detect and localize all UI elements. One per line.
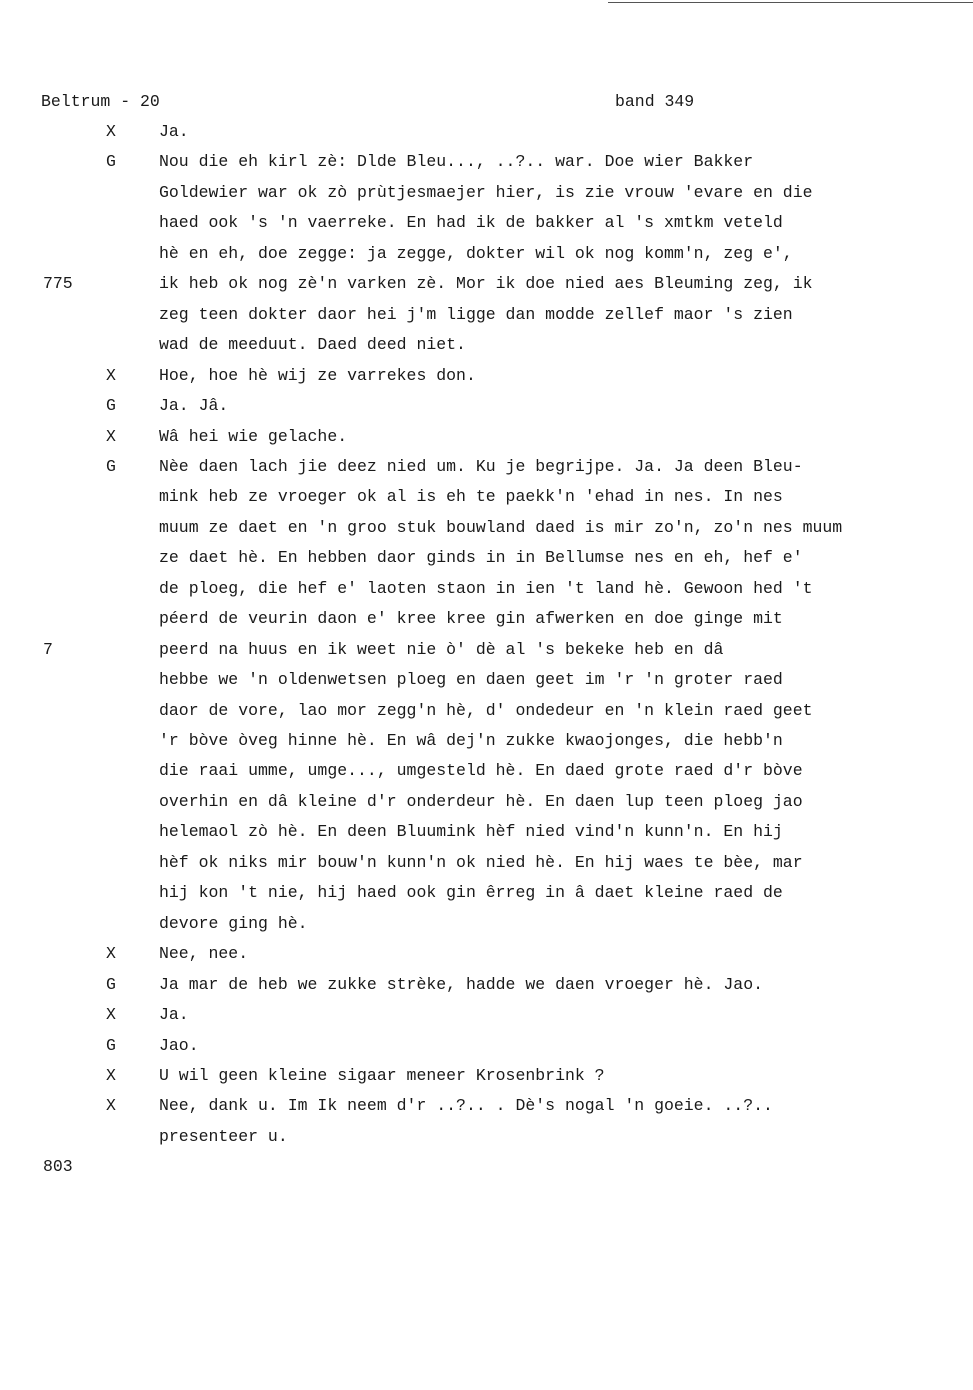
utterance-text: Nee, dank u. Im Ik neem d'r ..?.. . Dè's nogal 'n goeie. ..?.. xyxy=(159,1096,773,1116)
utterance-text: ik heb ok nog zè'n varken zè. Mor ik doe nied aes Bleuming zeg, ik xyxy=(159,274,813,294)
transcript-line xyxy=(0,792,973,823)
transcript-line xyxy=(0,701,973,732)
transcript-line xyxy=(0,731,973,762)
utterance-text: Ja mar de heb we zukke strèke, hadde we daen vroeger hè. Jao. xyxy=(159,974,763,994)
transcript-line xyxy=(0,244,973,275)
transcript-line xyxy=(0,822,973,853)
transcript-line xyxy=(0,213,973,244)
transcript-line xyxy=(0,152,973,183)
speaker-label: G xyxy=(106,1035,116,1055)
utterance-text: Nee, nee. xyxy=(159,944,249,964)
speaker-label: G xyxy=(106,974,116,994)
transcript-line xyxy=(0,548,973,579)
utterance-text: Ja. Jâ. xyxy=(159,396,229,416)
transcript-line xyxy=(0,1066,973,1097)
utterance-text: hij kon 't nie, hij haed ook gin êrreg in â daet kleine raed de xyxy=(159,883,783,903)
top-rule xyxy=(608,2,973,3)
speaker-label: X xyxy=(106,1005,116,1025)
transcript-line xyxy=(0,274,973,305)
utterance-text: Wâ hei wie gelache. xyxy=(159,426,348,446)
speaker-label: G xyxy=(106,456,116,476)
transcript-line xyxy=(0,579,973,610)
speaker-label: X xyxy=(106,122,116,141)
transcript-line xyxy=(0,1127,973,1158)
utterance-text: hèf ok niks mir bouw'n kunn'n ok nied hè. En hij waes te bèe, mar xyxy=(159,852,803,872)
utterance-text: mink heb ze vroeger ok al is eh te paekk'n 'ehad in nes. In nes xyxy=(159,487,783,507)
transcript-line xyxy=(0,1096,973,1127)
utterance-text: de ploeg, die hef e' laoten staon in ien 't land hè. Gewoon hed 't xyxy=(159,578,813,598)
transcript-line xyxy=(0,1005,973,1036)
utterance-text: Ja. xyxy=(159,122,189,141)
transcript-line xyxy=(0,396,973,427)
utterance-text: wad de meeduut. Daed deed niet. xyxy=(159,335,466,355)
utterance-text: helemaol zò hè. En deen Bluumink hèf nied vind'n kunn'n. En hij xyxy=(159,822,783,842)
transcript-line xyxy=(0,518,973,549)
transcript-line xyxy=(0,457,973,488)
speaker-label: X xyxy=(106,1096,116,1116)
utterance-text: péerd de veurin daon e' kree kree gin afwerken en doe ginge mit xyxy=(159,609,783,629)
utterance-text: devore ging hè. xyxy=(159,913,308,933)
utterance-text: Goldewier war ok zò prùtjesmaejer hier, is zie vrouw 'evare en die xyxy=(159,182,813,202)
margin-counter: 775 xyxy=(43,274,73,294)
transcript-line xyxy=(0,335,973,366)
transcript-line xyxy=(0,427,973,458)
utterance-text: muum ze daet en 'n groo stuk bouwland daed is mir zo'n, zo'n nes muum xyxy=(159,517,843,537)
utterance-text: U wil geen kleine sigaar meneer Krosenbrink ? xyxy=(159,1065,605,1085)
transcript-line xyxy=(0,883,973,914)
utterance-text: zeg teen dokter daor hei j'm ligge dan modde zellef maor 's zien xyxy=(159,304,793,324)
margin-counter: 7 xyxy=(43,639,53,659)
speaker-label: G xyxy=(106,152,116,172)
utterance-text: haed ook 's 'n vaerreke. En had ik de bakker al 's xmtkm veteld xyxy=(159,213,783,233)
transcript-line xyxy=(0,761,973,792)
transcript-line xyxy=(0,944,973,975)
speaker-label: X xyxy=(106,944,116,964)
utterance-text: daor de vore, lao mor zegg'n hè, d' ondedeur en 'n klein raed geet xyxy=(159,700,813,720)
speaker-label: X xyxy=(106,1065,116,1085)
transcript-line xyxy=(0,670,973,701)
utterance-text: overhin en dâ kleine d'r onderdeur hè. En daen lup teen ploeg jao xyxy=(159,791,803,811)
transcript-line xyxy=(0,366,973,397)
utterance-text: 'r bòve òveg hinne hè. En wâ dej'n zukke kwaojonges, die hebb'n xyxy=(159,731,783,750)
utterance-text: hè en eh, doe zegge: ja zegge, dokter wil ok nog komm'n, zeg e', xyxy=(159,243,793,263)
utterance-text: hebbe we 'n oldenwetsen ploeg en daen geet im 'r 'n groter raed xyxy=(159,670,783,690)
speaker-label: X xyxy=(106,426,116,446)
speaker-label: X xyxy=(106,365,116,385)
utterance-text: Nèe daen lach jie deez nied um. Ku je begrijpe. Ja. Ja deen Bleu- xyxy=(159,456,803,476)
transcript-line xyxy=(0,640,973,671)
transcript-line xyxy=(0,305,973,336)
utterance-text: die raai umme, umge..., umgesteld hè. En daed grote raed d'r bòve xyxy=(159,761,803,781)
utterance-text: Ja. xyxy=(159,1005,189,1025)
utterance-text: ze daet hè. En hebben daor ginds in in Bellumse nes en eh, hef e' xyxy=(159,548,803,568)
utterance-text: Hoe, hoe hè wij ze varrekes don. xyxy=(159,365,476,385)
header-tape-number: band 349 xyxy=(615,92,695,111)
utterance-text: peerd na huus en ik weet nie ò' dè al 's bekeke heb en dâ xyxy=(159,639,724,659)
utterance-text: presenteer u. xyxy=(159,1126,288,1146)
transcript-line xyxy=(0,609,973,640)
transcript-line xyxy=(0,1036,973,1067)
header-location: Beltrum - 20 xyxy=(41,92,160,111)
transcript-line xyxy=(0,1157,973,1188)
transcript-line xyxy=(0,853,973,884)
transcript-line xyxy=(0,914,973,945)
utterance-text: Jao. xyxy=(159,1035,199,1055)
transcript-line xyxy=(0,487,973,518)
transcript-line xyxy=(0,122,973,153)
utterance-text: Nou die eh kirl zè: Dlde Bleu..., ..?.. war. Doe wier Bakker xyxy=(159,152,754,172)
speaker-label: G xyxy=(106,396,116,416)
transcript-line xyxy=(0,183,973,214)
transcript-line xyxy=(0,975,973,1006)
margin-counter: 803 xyxy=(43,1157,73,1177)
